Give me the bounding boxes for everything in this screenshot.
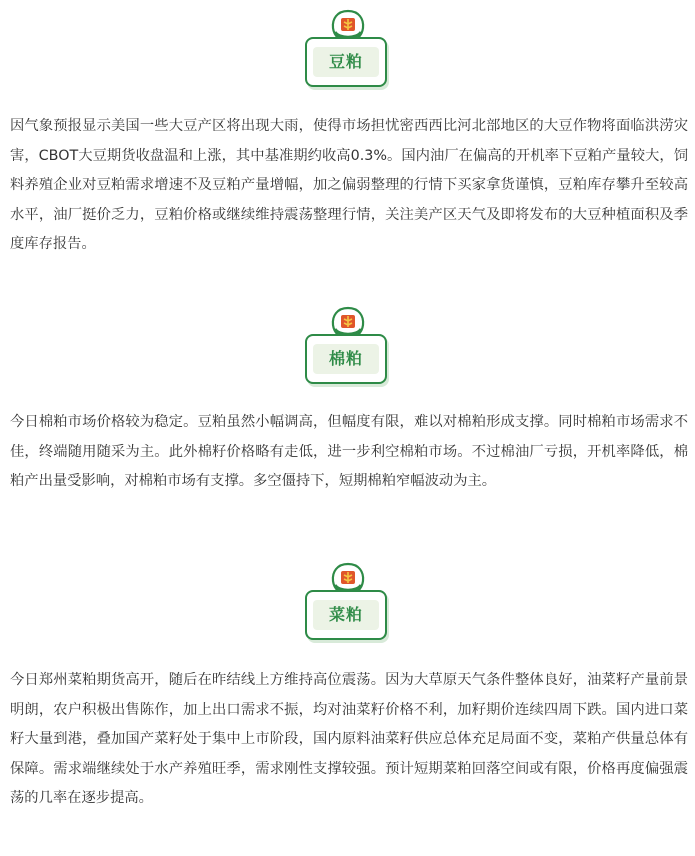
section-title-badge xyxy=(305,334,387,384)
section-title-badge xyxy=(305,590,387,640)
section-title: 菜粕 xyxy=(313,600,379,630)
section-title: 豆粕 xyxy=(313,47,379,77)
section-title-badge xyxy=(305,37,387,87)
section-paragraph: 今日棉粕市场价格较为稳定。豆粕虽然小幅调高，但幅度有限，难以对棉粕形成支撑。同时棉粕市场需求不佳，终端随用随采为主。此外棉籽价格略有走低，进一步利空棉粕市场。不过棉油厂亏损，开机率降低，棉粕产出量受影响，对棉粕市场有支撑。多空僵持下，短期棉粕窄幅波动为主。 xyxy=(10,414,688,489)
section-paragraph: 今日郑州菜粕期货高开，随后在昨结线上方维持高位震荡。因为大草原天气条件整体良好，油菜籽产量前景明朗，农户积极出售陈作，加上出口需求不振，均对油菜籽价格不利，加籽期价连续四周下跌。国内进口菜籽大量到港，叠加国产菜籽处于集中上市阶段，国内原料油菜籽供应总体充足局面不变，菜粕产供量总体有保障。需求端继续处于水产养殖旺季，需求刚性支撑较强。预计短期菜粕回落空间或有限，价格再度偏强震荡的几率在逐步提高。 xyxy=(10,672,688,806)
section-title: 棉粕 xyxy=(313,344,379,374)
section-paragraph: 因气象预报显示美国一些大豆产区将出现大雨，使得市场担忧密西西比河北部地区的大豆作物将面临洪涝灾害，CBOT大豆期货收盘温和上涨，其中基准期约收高0.3%。国内油厂在偏高的开机率下豆粕产量较大，饲料养殖企业对豆粕需求增速不及豆粕产量增幅，加之偏弱整理的行情下买家拿货谨慎，豆粕库存攀升至较高水平，油厂挺价乏力，豆粕价格或继续维持震荡整理行情，关注美产区天气及即将发布的大豆种植面积及季度库存报告。 xyxy=(10,118,688,252)
